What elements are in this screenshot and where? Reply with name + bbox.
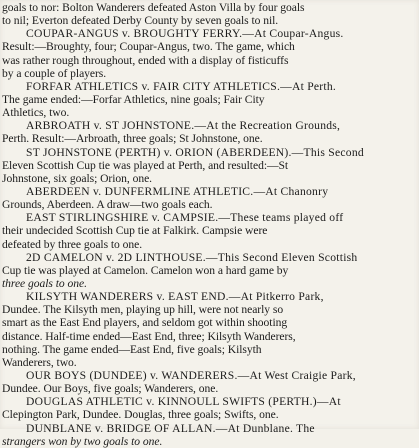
match-heading-line: ARBROATH v. ST JOHNSTONE.—At the Recreation Grounds, [26, 119, 341, 133]
article-line: was rather rough throughout, ended with a display of fisticuffs [2, 53, 289, 67]
article-line: The game ended:—Forfar Athletics, nine goals; Fair City [2, 92, 265, 106]
article-line: Grounds, Aberdeen. A draw—two goals each. [2, 198, 213, 212]
match-heading-line: ABERDEEN v. DUNFERMLINE ATHLETIC.—At Chanonry [26, 184, 329, 198]
article-line: by a couple of players. [2, 66, 107, 80]
article-line: Johnstone, six goals; Orion, one. [2, 171, 153, 185]
article-line: Perth. Result:—Arbroath, three goals; St Johnstone, one. [2, 132, 263, 146]
match-heading-line: COUPAR-ANGUS v. BROUGHTY FERRY.—At Coupar-Angus. [26, 27, 344, 41]
match-heading-line: FORFAR ATHLETICS v. FAIR CITY ATHLETICS.—At Perth. [26, 79, 337, 93]
article-line: to nil; Everton defeated Derby County by seven goals to nil. [2, 14, 279, 28]
article-line: Cup tie was played at Camelon. Camelon won a hard game by [2, 263, 289, 277]
article-line: their undecided Scottish Cup tie at Falkirk. Campsie were [2, 224, 268, 238]
article-line: Dundee. The Kilsyth men, playing up hill, were not nearly so [2, 303, 284, 317]
article-line: Result:—Broughty, four; Coupar-Angus, two. The game, which [2, 40, 295, 54]
match-heading-line: DUNBLANE v. BRIDGE OF ALLAN.—At Dunblane. The [26, 421, 315, 435]
match-heading-line: KILSYTH WANDERERS v. EAST END.—At Pitkerro Park, [26, 290, 324, 304]
article-line: smart as the East End players, and seldom got within shooting [2, 316, 288, 330]
article-line: three goals to one. [2, 276, 87, 290]
article-line: Athletics, two. [2, 106, 70, 120]
football-results-column [2, 1, 415, 448]
article-line: strangers won by two goals to one. [2, 434, 163, 448]
article-line: distance. Half-time ended—East End, three; Kilsyth Wanderers, [2, 329, 296, 343]
article-line: defeated by three goals to one. [2, 237, 143, 251]
match-heading-line: ST JOHNSTONE (PERTH) v. ORION (ABERDEEN).—This Second [26, 145, 364, 159]
article-line: goals to nor: Bolton Wanderers defeated Aston Villa by four goals [2, 1, 305, 14]
article-line: nothing. The game ended—East End, five goals; Kilsyth [2, 342, 262, 356]
match-heading-line: EAST STIRLINGSHIRE v. CAMPSIE.—These teams played off [26, 211, 344, 225]
article-line: Wanderers, two. [2, 355, 77, 369]
match-heading-line: 2D CAMELON v. 2D LINTHOUSE.—This Second Eleven Scottish [26, 250, 358, 264]
article-line: Eleven Scottish Cup tie was played at Perth, and resulted:—St [2, 158, 289, 172]
article-line: Dundee. Our Boys, five goals; Wanderers, one. [2, 382, 219, 396]
match-heading-line: DOUGLAS ATHLETIC v. KINNOULL SWIFTS (PERTH.)—At [26, 395, 341, 409]
article-line: Clepington Park, Dundee. Douglas, three goals; Swifts, one. [2, 408, 279, 422]
match-heading-line: OUR BOYS (DUNDEE) v. WANDERERS.—At West Craigie Park, [26, 368, 356, 382]
